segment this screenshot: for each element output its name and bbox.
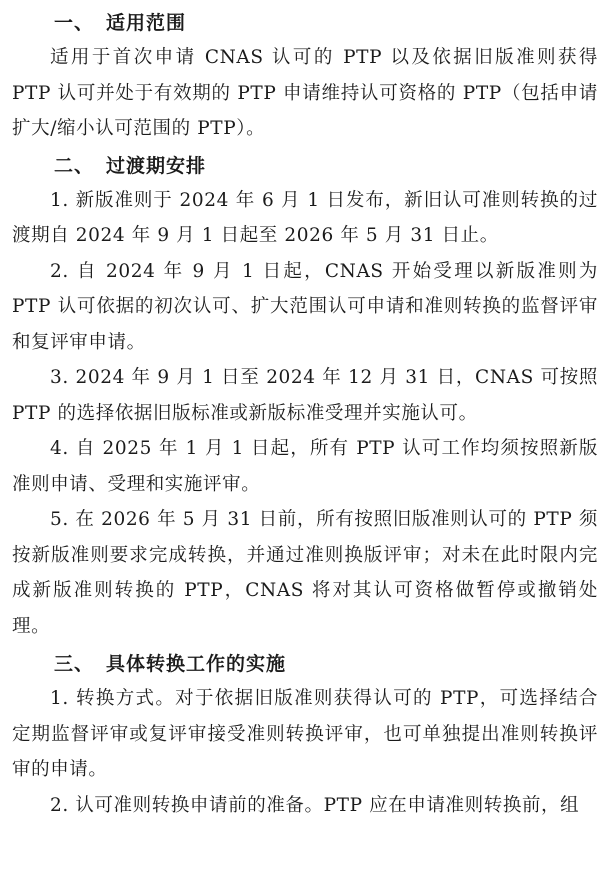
paragraph-transition-1: 1. 新版准则于 2024 年 6 月 1 日发布，新旧认可准则转换的过渡期自 2024 年 9 月 1 日起至 2026 年 5 月 31 日止。 <box>12 189 598 246</box>
section-heading-implementation <box>12 647 598 681</box>
paragraph-transition-2: 2. 自 2024 年 9 月 1 日起，CNAS 开始受理以新版准则为 PTP 认可依据的初次认可、扩大范围认可申请和准则转换的监督评审和复评审申请。 <box>12 260 598 353</box>
section-number: 三、 <box>54 653 95 675</box>
document-page <box>0 6 606 896</box>
paragraph-implementation-2: 2. 认可准则转换申请前的准备。PTP 应在申请准则转换前，组 <box>50 794 580 816</box>
paragraph-transition-4: 4. 自 2025 年 1 月 1 日起，所有 PTP 认可工作均须按照新版准则申请、受理和实施评审。 <box>12 438 598 495</box>
section-heading-scope <box>12 6 598 40</box>
paragraph-transition-3: 3. 2024 年 9 月 1 日至 2024 年 12 月 31 日，CNAS 可按照 PTP 的选择依据旧版标准或新版标准受理并实施认可。 <box>12 367 598 424</box>
section-title: 具体转换工作的实施 <box>106 653 287 675</box>
section-title: 适用范围 <box>106 12 187 34</box>
paragraph-implementation-1: 1. 转换方式。对于依据旧版准则获得认可的 PTP，可选择结合定期监督评审或复评审接受准则转换评审，也可单独提出准则转换评审的申请。 <box>12 688 598 780</box>
section-number: 一、 <box>54 12 95 34</box>
paragraph-scope: 适用于首次申请 CNAS 认可的 PTP 以及依据旧版准则获得 PTP 认可并处于有效期的 PTP 申请维持认可资格的 PTP（包括申请扩大/缩小认可范围的 PTP）。 <box>12 47 598 139</box>
section-title: 过渡期安排 <box>106 154 207 177</box>
section-number: 二、 <box>54 154 95 177</box>
section-heading-transition <box>12 149 598 183</box>
paragraph-transition-5: 5. 在 2026 年 5 月 31 日前，所有按照旧版准则认可的 PTP 须按新版准则要求完成转换，并通过准则换版评审；对未在此时限内完成新版准则转换的 PTP，CNAS 将对其认可资格做暂停或撤销处理。 <box>12 509 598 637</box>
